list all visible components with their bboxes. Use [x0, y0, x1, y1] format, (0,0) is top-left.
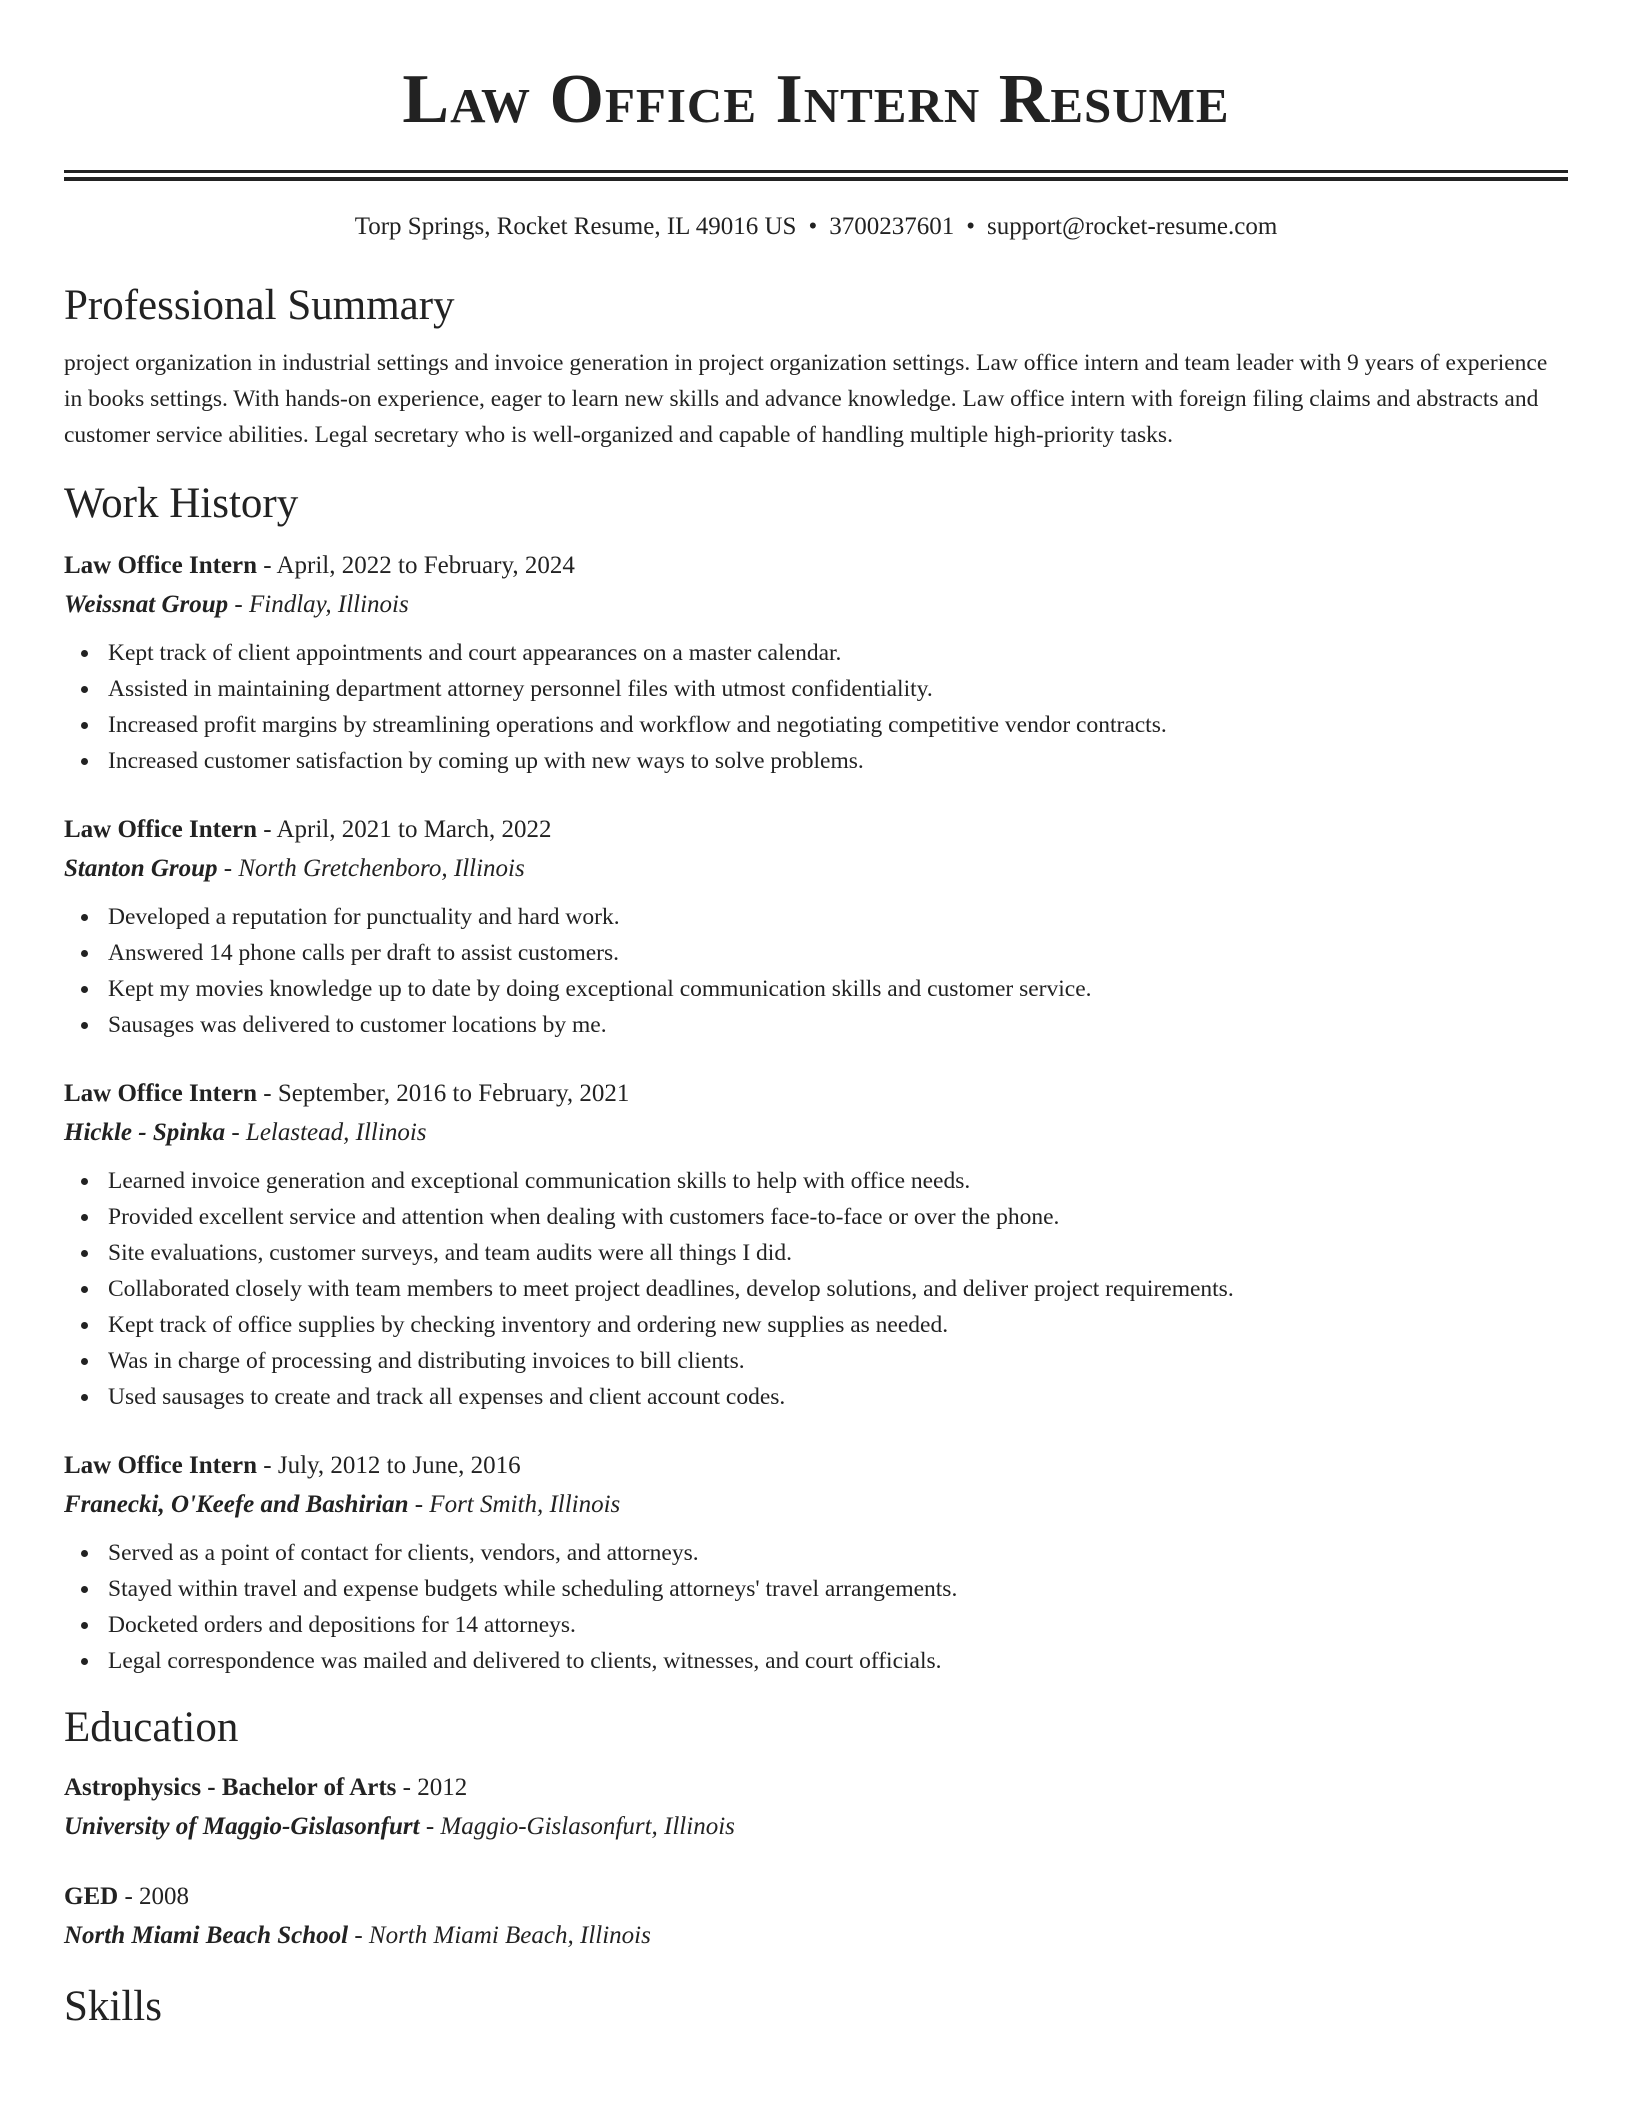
job-entry [64, 1075, 1568, 1415]
job-bullet: Answered 14 phone calls per draft to assist customers. [108, 935, 1568, 971]
company-location: - Fort Smith, Illinois [408, 1491, 621, 1518]
job-bullet: Collaborated closely with team members to meet project deadlines, develop solutions, and deliver project requirements. [108, 1271, 1568, 1307]
job-title-line [64, 1075, 1568, 1113]
school-name: University of Maggio-Gislasonfurt [64, 1813, 420, 1840]
company-location: - Lelastead, Illinois [225, 1119, 427, 1146]
contact-line [64, 211, 1568, 243]
job-bullet: Assisted in maintaining department attorney personnel files with utmost confidentiality. [108, 671, 1568, 707]
job-bullet: Kept track of office supplies by checking inventory and ordering new supplies as needed. [108, 1307, 1568, 1343]
summary-heading: Professional Summary [64, 282, 455, 329]
company-line [64, 849, 1568, 889]
job-bullets [64, 635, 1568, 779]
job-bullet: Site evaluations, customer surveys, and team audits were all things I did. [108, 1235, 1568, 1271]
company-name: Stanton Group [64, 855, 218, 882]
job-bullet: Developed a reputation for punctuality and hard work. [108, 899, 1568, 935]
job-title: Law Office Intern [64, 816, 258, 843]
education-heading: Education [64, 1704, 239, 1751]
job-bullet: Was in charge of processing and distributing invoices to bill clients. [108, 1343, 1568, 1379]
contact-separator: • [808, 213, 818, 240]
title-divider [64, 170, 1568, 181]
job-dates: - September, 2016 to February, 2021 [257, 1080, 630, 1107]
job-dates: - April, 2022 to February, 2024 [257, 552, 575, 579]
summary-text: project organization in industrial settings and invoice generation in project organization settings. Law office intern and team leader with 9 years of experience in books settings. With hands-on experience, eager to learn new skills and advance knowledge. Law office intern with foreign filing claims and abstracts and customer service abilities. Legal secretary who is well-organized and capable of handling multiple high-priority tasks. [64, 350, 1548, 448]
resume-page [64, 0, 1568, 2032]
job-bullet: Served as a point of contact for clients, vendors, and attorneys. [108, 1535, 1568, 1571]
company-location: - North Gretchenboro, Illinois [217, 855, 525, 882]
company-name: Hickle - Spinka [64, 1119, 226, 1146]
job-bullets [64, 1535, 1568, 1679]
job-bullet: Kept track of client appointments and court appearances on a master calendar. [108, 635, 1568, 671]
job-bullet: Sausages was delivered to customer locations by me. [108, 1007, 1568, 1043]
company-name: Franecki, O'Keefe and Bashirian [64, 1491, 409, 1518]
job-bullet: Legal correspondence was mailed and delivered to clients, witnesses, and court officials. [108, 1643, 1568, 1679]
contact-phone: 3700237601 [829, 213, 955, 240]
company-line [64, 1113, 1568, 1153]
job-title-line [64, 547, 1568, 585]
job-bullet: Learned invoice generation and exceptional communication skills to help with office needs. [108, 1163, 1568, 1199]
degree-name: Astrophysics - Bachelor of Arts [64, 1774, 397, 1801]
school-line [64, 1807, 1568, 1847]
job-bullets [64, 899, 1568, 1043]
school-location: - North Miami Beach, Illinois [348, 1922, 651, 1949]
job-title-line [64, 811, 1568, 849]
job-title: Law Office Intern [64, 1452, 258, 1479]
job-bullet: Provided excellent service and attention when dealing with customers face-to-face or over the phone. [108, 1199, 1568, 1235]
job-bullets [64, 1163, 1568, 1415]
degree-name: GED [64, 1883, 119, 1910]
job-bullet: Increased profit margins by streamlining operations and workflow and negotiating competitive vendor contracts. [108, 707, 1568, 743]
job-title: Law Office Intern [64, 552, 258, 579]
school-line [64, 1916, 1568, 1956]
degree-year: - 2008 [118, 1883, 190, 1910]
company-name: Weissnat Group [64, 591, 229, 618]
degree-line [64, 1878, 1568, 1916]
education-entry [64, 1878, 1568, 1956]
job-title: Law Office Intern [64, 1080, 258, 1107]
school-name: North Miami Beach School [64, 1922, 349, 1949]
job-bullet: Stayed within travel and expense budgets while scheduling attorneys' travel arrangements. [108, 1571, 1568, 1607]
contact-address: Torp Springs, Rocket Resume, IL 49016 US [354, 213, 797, 240]
job-dates: - April, 2021 to March, 2022 [257, 816, 552, 843]
degree-line [64, 1769, 1568, 1807]
job-bullet: Docketed orders and depositions for 14 attorneys. [108, 1607, 1568, 1643]
education-entry [64, 1769, 1568, 1847]
resume-title: Law Office Intern Resume [402, 61, 1230, 138]
degree-year: - 2012 [396, 1774, 468, 1801]
skills-heading: Skills [64, 1983, 162, 2030]
job-entry [64, 811, 1568, 1043]
company-line [64, 1485, 1568, 1525]
company-line [64, 585, 1568, 625]
job-title-line [64, 1447, 1568, 1485]
job-entry [64, 1447, 1568, 1679]
work-history-heading: Work History [64, 480, 299, 527]
contact-email: support@rocket-resume.com [986, 213, 1278, 240]
contact-separator: • [966, 213, 975, 240]
job-entry [64, 547, 1568, 779]
school-location: - Maggio-Gislasonfurt, Illinois [419, 1813, 735, 1840]
job-bullet: Used sausages to create and track all expenses and client account codes. [108, 1379, 1568, 1415]
job-bullet: Increased customer satisfaction by coming up with new ways to solve problems. [108, 743, 1568, 779]
job-dates: - July, 2012 to June, 2016 [257, 1452, 521, 1479]
company-location: - Findlay, Illinois [228, 591, 409, 618]
job-bullet: Kept my movies knowledge up to date by doing exceptional communication skills and customer service. [108, 971, 1568, 1007]
